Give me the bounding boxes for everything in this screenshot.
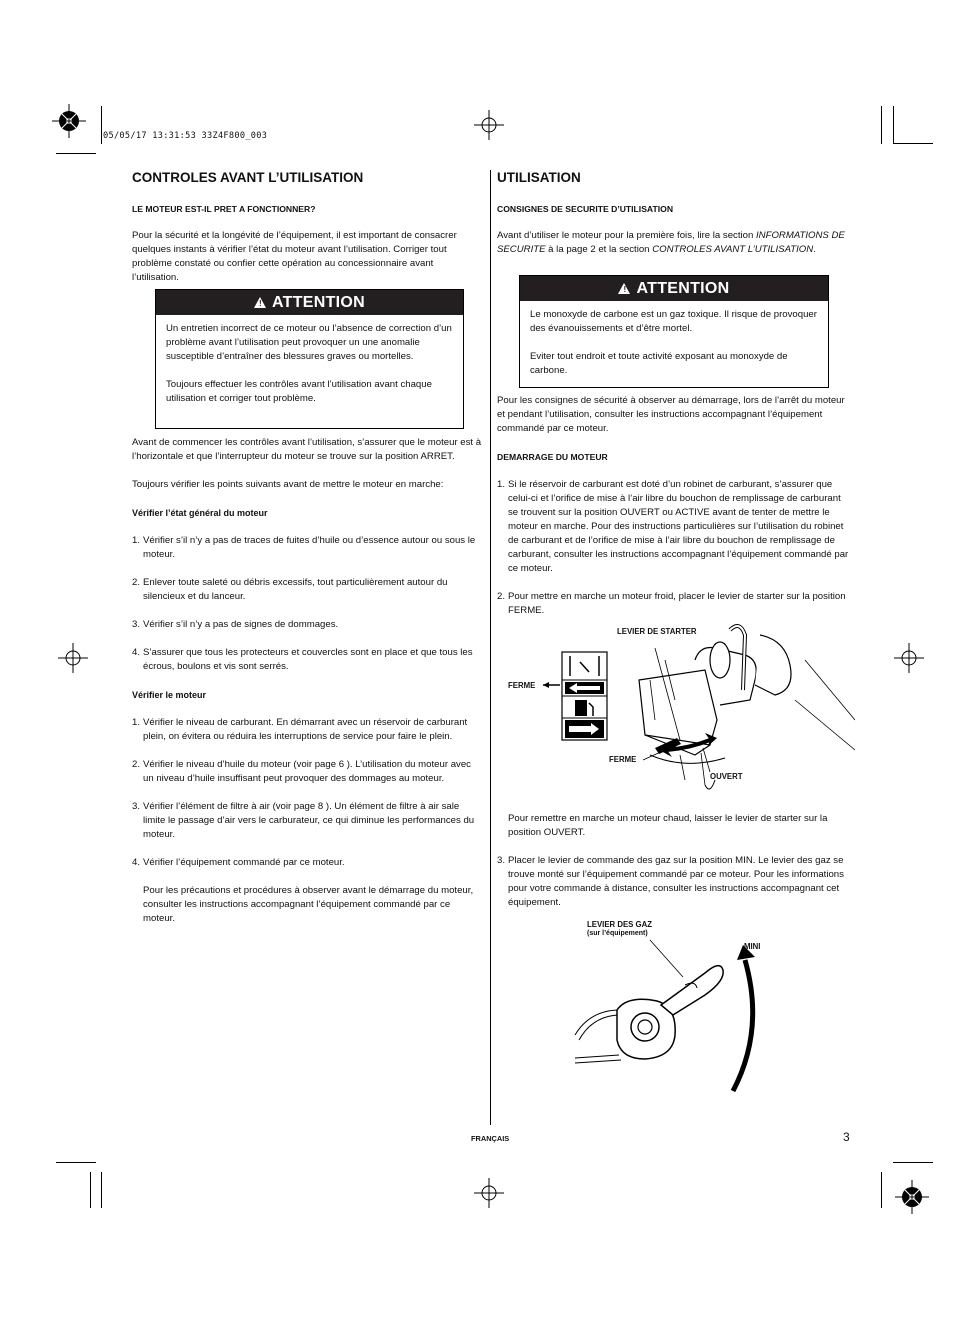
figure-label: LEVIER DE STARTER: [617, 627, 697, 636]
engine-illustration: [505, 620, 855, 805]
left-column-lower: [132, 436, 482, 926]
language-label: FRANÇAIS: [471, 1134, 510, 1143]
list-item: 1. Si le réservoir de carburant est doté d’un robinet de carburant, s’assurer que celui-ci et l’orifice de mise à l’air libre du bouchon de remplissage de carburant se trouvent sur la position OUVERT ou ACTIVE avant de tenter de mettre le moteur en marche. Pour des instructions particulières sur l’utilisation du robinet de carburant et de l’orifice de mise à l’air libre du bouchon de remplissage de carburant, consulter les instructions accompagnant l’équipement commandé par ce moteur.: [497, 479, 849, 574]
warning-title: ATTENTION: [636, 280, 730, 297]
list-item: 2. Enlever toute saleté ou débris excessifs, tout particulièrement autour du silencieux et du lanceur.: [132, 577, 448, 602]
right-column-lower: [497, 394, 853, 618]
right-column-step2b: [508, 812, 853, 840]
section-title: UTILISATION: [497, 170, 581, 185]
list-item: 3. Vérifier s’il n’y a pas de signes de dommages.: [132, 619, 339, 630]
figure-label: OUVERT: [710, 772, 743, 781]
subsection-title: CONSIGNES DE SECURITE D’UTILISATION: [497, 204, 674, 214]
crosshair-icon: [895, 1180, 929, 1214]
crop-mark: [893, 143, 933, 144]
list-item: 4. S’assurer que tous les protecteurs et couvercles sont en place et que tous les écrous, boulons et vis sont serrés.: [132, 647, 473, 672]
crop-mark: [101, 1172, 102, 1208]
crop-mark: [90, 1172, 91, 1208]
column-divider: [490, 170, 491, 1125]
figure-label: FERME: [508, 681, 536, 690]
figure-label: MINI: [744, 942, 761, 951]
subsection-title: Vérifier le moteur: [132, 690, 207, 700]
warning-box: [155, 289, 464, 429]
list-item: 3. Vérifier l’élément de filtre à air (voir page 8 ). Un élément de filtre à air sale limite le passage d’air vers le carburateur, ce qui diminue les performances du moteur.: [132, 801, 475, 840]
subsection-title: Vérifier l’état général du moteur: [132, 508, 268, 518]
paragraph: Pour les précautions et procédures à observer avant le démarrage du moteur, consulter les instructions accompagnant l’équipement commandé par ce moteur.: [143, 885, 474, 924]
list-item: 2. Vérifier le niveau d’huile du moteur (voir page 6 ). L’utilisation du moteur avec un niveau d’huile insuffisant peut provoquer des dommages au moteur.: [132, 759, 471, 784]
crop-mark: [56, 153, 96, 154]
paragraph: Pour remettre en marche un moteur chaud, laisser le levier de starter sur la position OUVERT.: [508, 813, 828, 838]
subsection-title: DEMARRAGE DU MOTEUR: [497, 452, 608, 462]
warning-triangle-icon: !: [618, 283, 630, 294]
warning-text: Eviter tout endroit et toute activité exposant au monoxyde de carbone.: [530, 351, 788, 376]
list-item: 3. Placer le levier de commande des gaz sur la position MIN. Le levier des gaz se trouve monté sur l’équipement commandé par ce moteur. Pour les informations pour votre commande à distance, consulter les instructions accompagnant cet équipement.: [497, 855, 844, 908]
crop-mark: [893, 106, 894, 144]
crop-mark: [893, 1162, 933, 1163]
crosshair-icon: [894, 643, 924, 673]
left-column: [132, 170, 482, 285]
warning-title: ATTENTION: [271, 294, 366, 311]
list-item: 1. Vérifier le niveau de carburant. En démarrant avec un réservoir de carburant plein, on évitera ou réduira les interruptions de service pour faire le plein.: [132, 717, 468, 742]
crosshair-icon: [58, 643, 88, 673]
crosshair-icon: [52, 104, 86, 138]
subsection-title: LE MOTEUR EST-IL PRET A FONCTIONNER?: [132, 204, 316, 214]
list-item: 4. Vérifier l’équipement commandé par ce moteur.: [132, 857, 345, 868]
warning-header: [520, 276, 828, 301]
paragraph: Pour les consignes de sécurité à observer au démarrage, lors de l’arrêt du moteur et pendant l’utilisation, consulter les instructions accompagnant l’équipement commandé par ce moteur.: [497, 395, 845, 434]
crop-mark: [881, 1172, 882, 1208]
print-timestamp: 05/05/17 13:31:53 33Z4F800_003: [103, 131, 268, 141]
crop-mark: [56, 1162, 96, 1163]
warning-header: [156, 290, 463, 315]
right-column: [497, 170, 853, 257]
warning-text: Le monoxyde de carbone est un gaz toxique. Il risque de provoquer des évanouissements et d’être mortel.: [530, 309, 817, 334]
crop-mark: [101, 106, 102, 144]
throttle-lever-figure: [565, 915, 785, 1105]
right-column-step3: [497, 854, 853, 910]
intro-paragraph: Pour la sécurité et la longévité de l’équipement, il est important de consacrer quelques instants à vérifier l’état du moteur avant l’utilisation. Corriger tout problème constaté ou confier cette opération au concessionnaire avant l’utilisation.: [132, 230, 457, 283]
crosshair-icon: [474, 110, 504, 140]
warning-triangle-icon: !: [254, 297, 266, 308]
warning-box: [519, 275, 829, 388]
list-item: 2. Pour mettre en marche un moteur froid, placer le levier de starter sur la position FERME.: [497, 591, 846, 616]
paragraph: Toujours vérifier les points suivants avant de mettre le moteur en marche:: [132, 479, 444, 490]
warning-text: Un entretien incorrect de ce moteur ou l’absence de correction d’un problème avant l’utilisation peut provoquer un une anomalie susceptible d’entraîner des blessures graves ou mortelles.: [166, 323, 452, 362]
figure-sublabel: (sur l’équipement): [587, 930, 648, 937]
figure-label: LEVIER DES GAZ: [587, 920, 652, 929]
crop-mark: [881, 106, 882, 144]
figure-label: FERME: [609, 755, 637, 764]
section-title: CONTROLES AVANT L’UTILISATION: [132, 170, 364, 185]
warning-text: Toujours effectuer les contrôles avant l’utilisation avant chaque utilisation et corriger tout problème.: [166, 379, 432, 404]
choke-lever-figure: [505, 620, 855, 805]
intro-paragraph: Avant d’utiliser le moteur pour la première fois, lire la section INFORMATIONS DE SECURITE à la page 2 et la section CONTROLES AVANT L’UTILISATION.: [497, 230, 845, 255]
paragraph: Avant de commencer les contrôles avant l’utilisation, s’assurer que le moteur est à l’horizontale et que l’interrupteur du moteur se trouve sur la position ARRET.: [132, 437, 482, 462]
crosshair-icon: [474, 1178, 504, 1208]
page-number: 3: [843, 1130, 850, 1144]
list-item: 1. Vérifier s’il n’y a pas de traces de fuites d’huile ou d’essence autour ou sous le moteur.: [132, 535, 476, 560]
